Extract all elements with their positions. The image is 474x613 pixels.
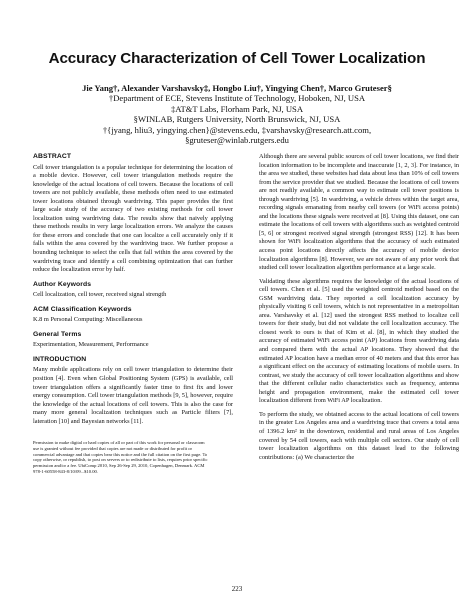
author-names: Jie Yang†, Alexander Varshavsky‡, Hongbo Liu†, Yingying Chen†, Marco Gruteser§ bbox=[82, 83, 392, 93]
paragraph-1: Although there are several public sources of cell tower locations, we find their location information to be incomplete and inaccurate [1, 2, 3]. For instance, in the area we studied, these websites had data about less than 10% of cell towers from the service provider that we studied. Because the locations of cell towers are not readily available, a common way to estimate cell tower positions is through wardriving [5]. In wardriving, a vehicle drives within the target area, recording signals emanating from nearby cell towers (or WiFi access points) and the locations these signals were received at [8]. Using this dataset, one can estimate the locations of cell towers with algorithms such as weighted centroid [5, 6] or strongest received signal strength (strongest RSS) [12]. It has been shown for WiFi localization algorithms that the accuracy of such estimated access point locations directly affects the accuracy of mobile device localization algorithms [8]. However, we are not aware of any prior work that studied cell tower localization algorithm performance at a large scale. bbox=[259, 153, 459, 272]
paragraph-3: To perform the study, we obtained access to the actual locations of cell towers in the greater Los Angeles area and a wardriving trace that covers a total area of 1396.2 km² in the downtown, residential and rural areas of Los Angeles covered by 54 cell towers, each with multiple cell sectors. Our study of cell tower localization algorithms on this dataset lead to the following contributions: (a) We characterize the bbox=[259, 410, 459, 461]
author-block bbox=[0, 83, 474, 145]
affiliation-att: ‡AT&T Labs, Florham Park, NJ, USA bbox=[170, 103, 304, 114]
abstract-text: Cell tower triangulation is a popular technique for determining the location of a mobile device. However, cell tower triangulation methods require the knowledge of the actual locations of cell towers. Because the locations of cell towers are not publicly available, these methods often need to use estimated tower locations obtained through wardriving. This paper provides the first large scale study of the accuracy of two existing methods for cell tower localization using wardriving data. The results show that naively applying these methods results in very large localization errors. We analyze the causes for these errors and conclude that one can localize a cell accurately only if it falls within the area covered by the wardriving trace. We further propose a bounding technique to select the cells that fall within the area covered by the wardriving trace and identify a cell combining optimization that can further reduce the localization error by half. bbox=[33, 163, 233, 274]
keywords-text: Cell localization, cell tower, received signal strength bbox=[33, 291, 167, 299]
paper-title: Accuracy Characterization of Cell Tower Localization bbox=[48, 50, 426, 67]
acm-heading: ACM Classification Keywords bbox=[33, 305, 132, 313]
author-emails-2[interactable]: §gruteser@winlab.rutgers.edu bbox=[185, 135, 289, 146]
affiliation-winlab: §WINLAB, Rutgers University, North Brunswick, NJ, USA bbox=[133, 114, 341, 125]
abstract-heading: ABSTRACT bbox=[33, 153, 72, 160]
left-column bbox=[33, 153, 233, 475]
intro-text: Many mobile applications rely on cell tower triangulation to determine their position [4]. Even when Global Positioning System (GPS) is available, cell tower triangulation offers a significantly faster time to first fix and lower energy consumption. Cell tower triangulation methods [9, 5], however, require the knowledge of the actual locations of cell towers. This is also the case for many more general localization techniques such as Particle filters [7], lateration [10] and Bayesian networks [11]. bbox=[33, 366, 233, 425]
right-column bbox=[259, 153, 459, 467]
page-number: 223 bbox=[231, 585, 243, 593]
acm-text: K.8 m Personal Computing: Miscellaneous bbox=[33, 316, 143, 324]
terms-text: Experimentation, Measurement, Performance bbox=[33, 341, 149, 349]
paragraph-2: Validating these algorithms requires the knowledge of the actual locations of cell towers. Chen et al. [5] used the weighted centroid method based on the GSM wardriving data. They reported a cell localization accuracy by physically visiting 6 cell towers, which is not representative in a metropolitan area. Varshavsky et al. [12] used the strongest RSS method to localize cell towers for their study, but did not validate the cell localization accuracy. The closest work to ours is that of Kim et al. [8], in which they studied the accuracy of estimated WiFi access point (AP) locations from wardriving data and compared them with the actual AP locations. They showed that the estimated AP location have a median error of 40 meters and that this error has a significant effect on the accuracy of estimating locations of mobile users. In contrast, we study the accuracy of cell tower localization algorithms and show that the different cellular radio characteristics such as frequency, antenna height and propagation environment, make the estimated cell tower localization different from WiFi AP localization. bbox=[259, 277, 459, 405]
terms-heading: General Terms bbox=[33, 330, 82, 338]
affiliation-stevens: †Department of ECE, Stevens Institute of Technology, Hoboken, NJ, USA bbox=[108, 93, 366, 104]
keywords-heading: Author Keywords bbox=[33, 280, 92, 288]
copyright-footnote: Permission to make digital or hard copies of all or part of this work for personal or classroom use is granted without fee provided that copies are not made or distributed for profit or commercial advantage and that copies bear this notice and the full citation on the first page. To copy otherwise, or republish, to post on servers or to redistribute to lists, requires prior specific permission and/or a fee. UbiComp 2010, Sep 26-Sep 29, 2010, Copenhagen, Denmark. ACM 978-1-60558-843-8/10/09...$10.00. bbox=[33, 440, 208, 474]
author-emails[interactable]: †{jyang, hliu3, yingying.chen}@stevens.edu, ‡varshavsky@research.att.com, bbox=[102, 124, 372, 135]
intro-heading: INTRODUCTION bbox=[33, 355, 87, 363]
